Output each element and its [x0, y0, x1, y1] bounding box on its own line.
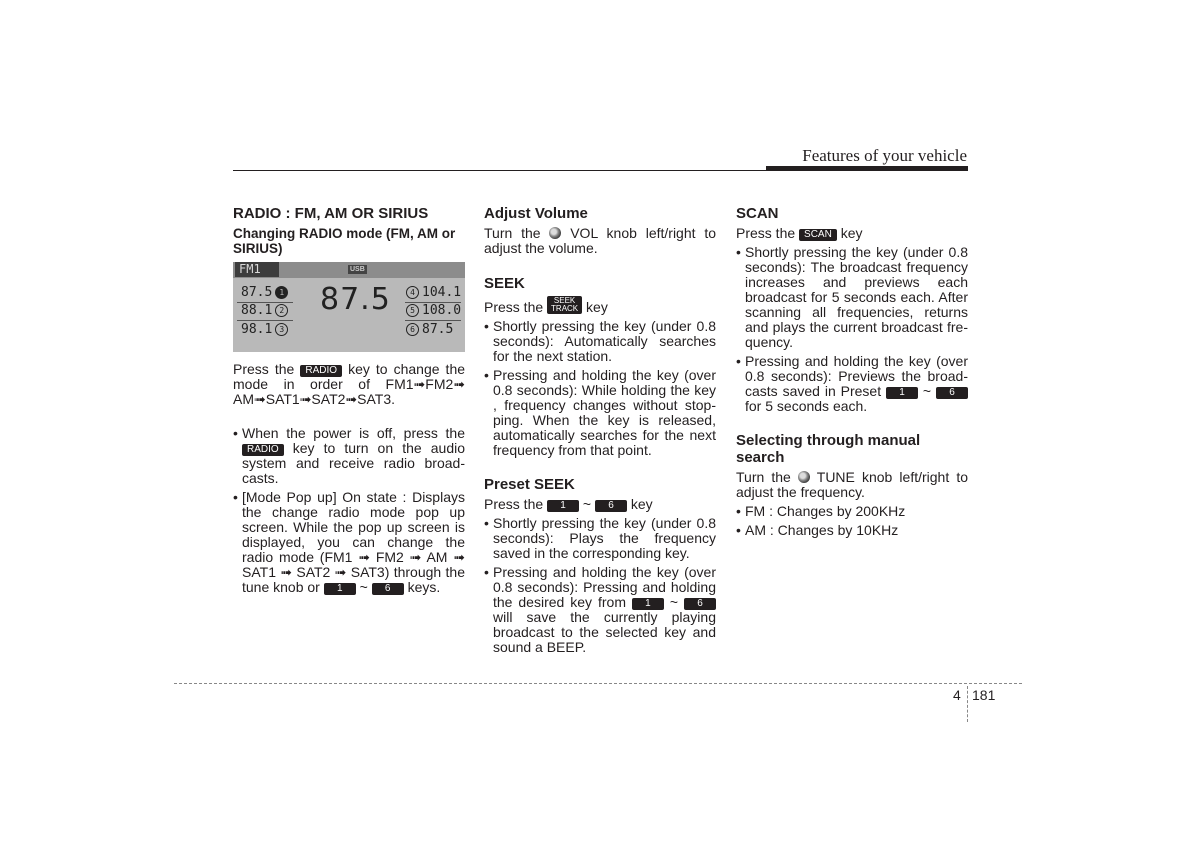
column-scan-manual — [736, 205, 968, 542]
section-title-manual-search: Selecting through manual search — [736, 432, 921, 466]
header-title: Features of your vehicle — [802, 146, 967, 165]
footer-divider — [174, 683, 1022, 684]
preset-number-badge: 5 — [406, 304, 419, 317]
radio-display-illustration — [233, 262, 465, 352]
page-number: 181 — [972, 687, 996, 703]
preset-6-key-icon: 6 — [595, 500, 627, 512]
display-divider — [405, 320, 461, 321]
paragraph-preset-seek: Press the 1 ~ 6 key — [484, 496, 653, 512]
list-item: • Shortly pressing the key (under 0.8 seconds): Automatically searches for the next station. — [484, 319, 716, 364]
preset-6-key-icon: 6 — [684, 598, 716, 610]
list-item: • Pressing and holding the key (over 0.8 seconds): While holding the key , frequency changes without stop-ping. When the key is released, automatically searches for the next frequency from that point. — [484, 368, 716, 458]
preset-number-badge: 1 — [275, 286, 288, 299]
list-item: • When the power is off, press the RADIO key to turn on the audio system and receive radio broad-casts. — [233, 426, 465, 486]
list-item: • Shortly pressing the key (under 0.8 seconds): Plays the frequency saved in the corresponding key. — [484, 516, 716, 561]
knob-icon — [549, 227, 561, 239]
list-item: • Pressing and holding the key (over 0.8 seconds): Previews the broad-casts saved in Preset 1 ~ 6 for 5 seconds each. — [736, 354, 968, 414]
preset-6-key-icon: 6 — [372, 583, 404, 595]
preset-row: 5 108.0 — [406, 304, 461, 318]
preset-1-key-icon: 1 — [324, 583, 356, 595]
scan-key-icon: SCAN — [799, 229, 837, 241]
paragraph-seek: Press the SEEK TRACK key — [484, 296, 608, 315]
display-mode-label: FM1 — [235, 262, 279, 277]
knob-icon — [798, 471, 810, 483]
column-radio-mode — [233, 205, 465, 599]
display-divider — [237, 320, 293, 321]
bullet-list-seek — [484, 319, 716, 458]
seek-track-key-icon: SEEK TRACK — [547, 296, 582, 314]
list-item: • [Mode Pop up] On state : Displays the change radio mode pop up screen. While the pop up screen is displayed, you can change the radio mode (FM1 ➟ FM2 ➟ AM ➟ SAT1 ➟ SAT2 ➟ SAT3) through the tune knob or 1 ~ 6 keys. — [233, 490, 465, 595]
bullet-list-preset-seek — [484, 516, 716, 655]
section-title-radio: RADIO : FM, AM OR SIRIUS — [233, 205, 429, 222]
preset-1-key-icon: 1 — [886, 387, 918, 399]
preset-6-key-icon: 6 — [936, 387, 968, 399]
bullet-list-scan — [736, 245, 968, 414]
radio-key-icon: RADIO — [242, 444, 284, 456]
preset-1-key-icon: 1 — [547, 500, 579, 512]
list-item: • Shortly pressing the key (under 0.8 seconds): The broadcast frequency increases and previews each broadcast for 5 seconds each. After scanning all frequencies, returns and plays the current broadcast fre-quency. — [736, 245, 968, 350]
section-title-seek: SEEK — [484, 275, 525, 292]
paragraph-volume: Turn the VOL knob left/right to adjust the volume. — [484, 225, 717, 256]
paragraph-manual-search: Turn the TUNE knob left/right to adjust the frequency. — [736, 469, 968, 500]
bullet-list-manual — [736, 504, 968, 538]
preset-row: 4 104.1 — [406, 286, 461, 300]
column-volume-seek — [484, 205, 716, 659]
section-title-preset-seek: Preset SEEK — [484, 476, 575, 493]
preset-row: 87.5 1 — [241, 286, 288, 300]
preset-number-badge: 4 — [406, 286, 419, 299]
header-rule-accent — [766, 166, 968, 171]
preset-row: 6 87.5 — [406, 323, 453, 337]
paragraph-change-mode: Press the RADIO key to change the mode in order of FM1➟FM2➟ AM➟SAT1➟SAT2➟SAT3. — [233, 361, 466, 407]
section-number: 4 — [953, 687, 961, 703]
list-item: • AM : Changes by 10KHz — [736, 523, 968, 538]
list-item: • Pressing and holding the key (over 0.8 seconds): Pressing and holding the desired key from 1 ~ 6 will save the currently playing broadcast to the selected key and sound a BEEP. — [484, 565, 716, 655]
preset-number-badge: 3 — [275, 323, 288, 336]
preset-number-badge: 2 — [275, 304, 288, 317]
preset-number-badge: 6 — [406, 323, 419, 336]
paragraph-scan: Press the SCAN key — [736, 225, 863, 241]
list-item: • FM : Changes by 200KHz — [736, 504, 968, 519]
subsection-title-changing-mode: Changing RADIO mode (FM, AM or SIRIUS) — [233, 226, 456, 256]
preset-row: 98.1 3 — [241, 323, 288, 337]
footer-vertical-divider — [967, 686, 968, 722]
usb-icon: USB — [350, 266, 365, 273]
preset-1-key-icon: 1 — [632, 598, 664, 610]
section-title-scan: SCAN — [736, 205, 779, 222]
preset-row: 88.1 2 — [241, 304, 288, 318]
current-frequency: 87.5 — [320, 282, 391, 317]
radio-key-icon: RADIO — [300, 365, 342, 377]
bullet-list-radio — [233, 426, 465, 595]
section-title-volume: Adjust Volume — [484, 205, 588, 222]
